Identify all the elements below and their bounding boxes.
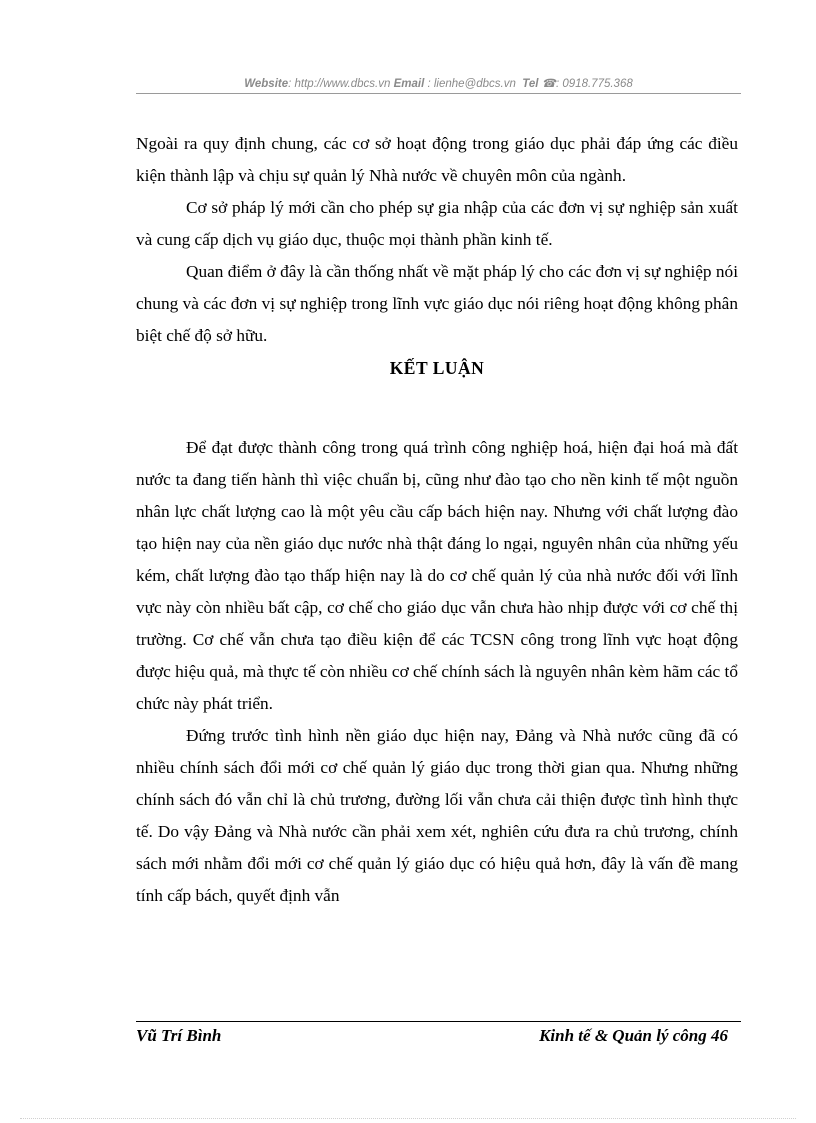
section-title: KẾT LUẬN	[389, 358, 485, 378]
document-body	[136, 128, 738, 912]
tel-label: Tel	[522, 78, 539, 90]
header-divider	[136, 93, 741, 94]
footer-course: Kinh tế & Quản lý công 46	[539, 1026, 728, 1045]
email-label: Email	[393, 78, 425, 90]
page-bottom-border	[20, 1118, 796, 1119]
footer-author: Vũ Trí Bình	[136, 1026, 222, 1045]
paragraph: Quan điểm ở đây là cần thống nhất về mặt pháp lý cho các đơn vị sự nghiệp nói chung và các đơn vị sự nghiệp trong lĩnh vực giáo dục nói riêng hoạt động không phân biệt chế độ sở hữu.	[136, 262, 738, 345]
website-url: : http://www.dbcs.vn	[288, 78, 391, 90]
conclusion-paragraph: Để đạt được thành công trong quá trình công nghiệp hoá, hiện đại hoá mà đất nước ta đang tiến hành thì việc chuẩn bị, cũng như đào tạo cho nền kinh tế một nguồn nhân lực chất lượng cao là một yêu cầu cấp bách hiện nay. Nhưng với chất lượng đào tạo hiện nay của nền giáo dục nước nhà thật đáng lo ngại, nguyên nhân của những yếu kém, chất lượng đào tạo thấp hiện nay là do cơ chế quản lý của nhà nước đối với lĩnh vực này còn nhiều bất cập, cơ chế cho giáo dục vẫn chưa hào nhịp được với cơ chế thị trường. Cơ chế vẫn chưa tạo điều kiện để các TCSN công trong lĩnh vực hoạt động được hiệu quả, mà thực tế còn nhiều cơ chế chính sách là nguyên nhân kèm hãm các tổ chức này phát triển.	[136, 438, 738, 713]
website-label: Website	[244, 78, 289, 90]
tel-number: : 0918.775.368	[556, 78, 633, 90]
phone-icon: ☎	[541, 78, 556, 90]
paragraph: Ngoài ra quy định chung, các cơ sở hoạt động trong giáo dục phải đáp ứng các điều kiện thành lập và chịu sự quản lý Nhà nước về chuyên môn của ngành.	[136, 134, 738, 185]
email-address: : lienhe@dbcs.vn	[424, 78, 516, 90]
conclusion-paragraph: Đứng trước tình hình nền giáo dục hiện nay, Đảng và Nhà nước cũng đã có nhiều chính sách đổi mới cơ chế quản lý giáo dục trong thời gian qua. Nhưng những chính sách đó vẫn chỉ là chủ trương, đường lối vẫn chưa cải thiện được tình hình thực tế. Do vậy Đảng và Nhà nước cần phải xem xét, nghiên cứu đưa ra chủ trương, chính sách mới nhằm đổi mới cơ chế quản lý giáo dục có hiệu quả hơn, đây là vấn đề mang tính cấp bách, quyết định vẫn	[136, 726, 738, 905]
paragraph: Cơ sở pháp lý mới cần cho phép sự gia nhập của các đơn vị sự nghiệp sản xuất và cung cấp dịch vụ giáo dục, thuộc mọi thành phần kinh tế.	[136, 198, 738, 249]
footer-divider	[136, 1021, 741, 1022]
page-header	[136, 76, 741, 90]
